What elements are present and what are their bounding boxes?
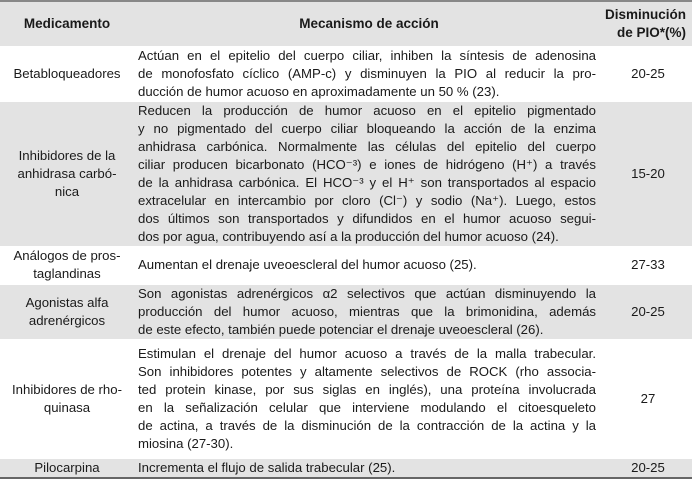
mechanism-cell xyxy=(134,339,604,458)
drug-name-line: quinasa xyxy=(43,399,91,415)
table-row xyxy=(0,46,692,101)
mechanism-line: ducción de humor acuoso en aproximadamente un 50 % (23). xyxy=(138,83,500,99)
drug-name-line: taglandinas xyxy=(33,266,101,281)
mechanism-line: producción del humor acuoso, mientras que la brimonidina, además xyxy=(138,303,596,319)
mechanism-cell xyxy=(134,101,604,246)
mechanism-line: Actúan en el epitelio del cuerpo ciliar, inhiben la síntesis de adenosina xyxy=(138,47,596,63)
header-disminucion xyxy=(604,1,692,46)
drug-name-line: Agonistas alfa xyxy=(25,294,109,310)
mechanism-line: Incrementa el flujo de salida trabecular (25). xyxy=(138,459,396,475)
drug-name-line: adrenérgicos xyxy=(28,312,106,328)
drug-name-cell xyxy=(0,101,134,246)
mechanism-cell xyxy=(134,284,604,339)
mechanism-line: ted protein kinase, por sus siglas en inglés), una proteína involucrada xyxy=(138,381,596,397)
pio-reduction-cell: 27 xyxy=(604,339,692,458)
pio-reduction-cell: 27-33 xyxy=(604,246,692,284)
mechanism-line: de la anhidrasa carbónica. El HCO⁻³ y el H⁺ son transportados al espacio xyxy=(138,174,596,190)
mechanism-line: miosina (27-30). xyxy=(138,435,234,451)
drug-name-line: Pilocarpina xyxy=(34,459,100,475)
mechanism-line: Aumentan el drenaje uveoescleral del humor acuoso (25). xyxy=(138,257,477,272)
pio-reduction-cell: 20-25 xyxy=(604,284,692,339)
drug-name-line: Inhibidores de rho- xyxy=(12,381,122,397)
mechanism-line: de actina, a través de la disminución de la contracción de la actina y la xyxy=(138,417,596,433)
table-header-row xyxy=(0,1,692,46)
mechanism-line: Reducen la producción de humor acuoso en el epitelio pigmentado xyxy=(138,102,596,118)
header-mecanismo: Mecanismo de acción xyxy=(134,1,604,46)
drug-name-line: Betabloqueadores xyxy=(13,65,121,81)
mechanism-line: Son agonistas adrenérgicos α2 selectivos que actúan disminuyendo la xyxy=(138,285,596,301)
mechanism-line: y no pigmentado del cuerpo ciliar bloqueando la acción de la enzima xyxy=(138,120,596,136)
pio-reduction-cell: 15-20 xyxy=(604,101,692,246)
mechanism-line: extracelular en intercambio por cloro (Cl⁻) y sodio (Na⁺). Luego, estos xyxy=(138,192,596,208)
mechanism-line: en la señalización celular que interviene modulando el citoesqueleto xyxy=(138,399,596,415)
mechanism-line: Son inhibidores potentes y altamente selectivos de ROCK (rho associa- xyxy=(138,363,596,379)
mechanism-line: de monofosfato cíclico (AMP-c) y disminuyen la PIO al reducir la pro- xyxy=(138,65,596,81)
mechanism-line: de este efecto, también puede potenciar el drenaje uveoescleral (26). xyxy=(138,321,544,337)
mechanism-line: dos últimos son transportados y difundidos en el humor acuoso segui- xyxy=(138,210,596,226)
drug-name-line: Inhibidores de la xyxy=(18,147,116,163)
table-row xyxy=(0,246,692,284)
table-row xyxy=(0,458,692,478)
drug-name-cell xyxy=(0,284,134,339)
header-disminucion-line1: Disminución xyxy=(604,6,686,22)
mechanism-cell xyxy=(134,458,604,478)
header-disminucion-line2: de PIO*(%) xyxy=(616,24,686,40)
drug-name-cell xyxy=(0,458,134,478)
header-medicamento: Medicamento xyxy=(0,1,134,46)
mechanism-cell xyxy=(134,46,604,101)
pio-reduction-cell: 20-25 xyxy=(604,458,692,478)
drug-name-cell xyxy=(0,46,134,101)
table-row xyxy=(0,339,692,458)
mechanism-line: Estimulan el drenaje del humor acuoso a través de la malla trabecular. xyxy=(138,345,596,361)
drug-name-cell xyxy=(0,339,134,458)
drug-name-line: Análogos de pros- xyxy=(13,248,121,263)
table-row xyxy=(0,284,692,339)
drug-name-line: anhidrasa carbó- xyxy=(17,165,117,181)
mechanism-cell xyxy=(134,246,604,284)
mechanism-line: dos por agua, contribuyendo así a la producción del humor acuoso (24). xyxy=(138,228,559,244)
mechanism-line: anhidrasa carbónica. Normalmente las células del epitelio del cuerpo xyxy=(138,138,596,154)
drug-name-cell xyxy=(0,246,134,284)
table-body xyxy=(0,46,692,478)
table-row xyxy=(0,101,692,246)
pio-reduction-cell: 20-25 xyxy=(604,46,692,101)
mechanism-line: ciliar producen bicarbonato (HCO⁻³) e iones de hidrógeno (H⁺) a través xyxy=(138,156,596,172)
drug-name-line: nica xyxy=(54,183,80,199)
